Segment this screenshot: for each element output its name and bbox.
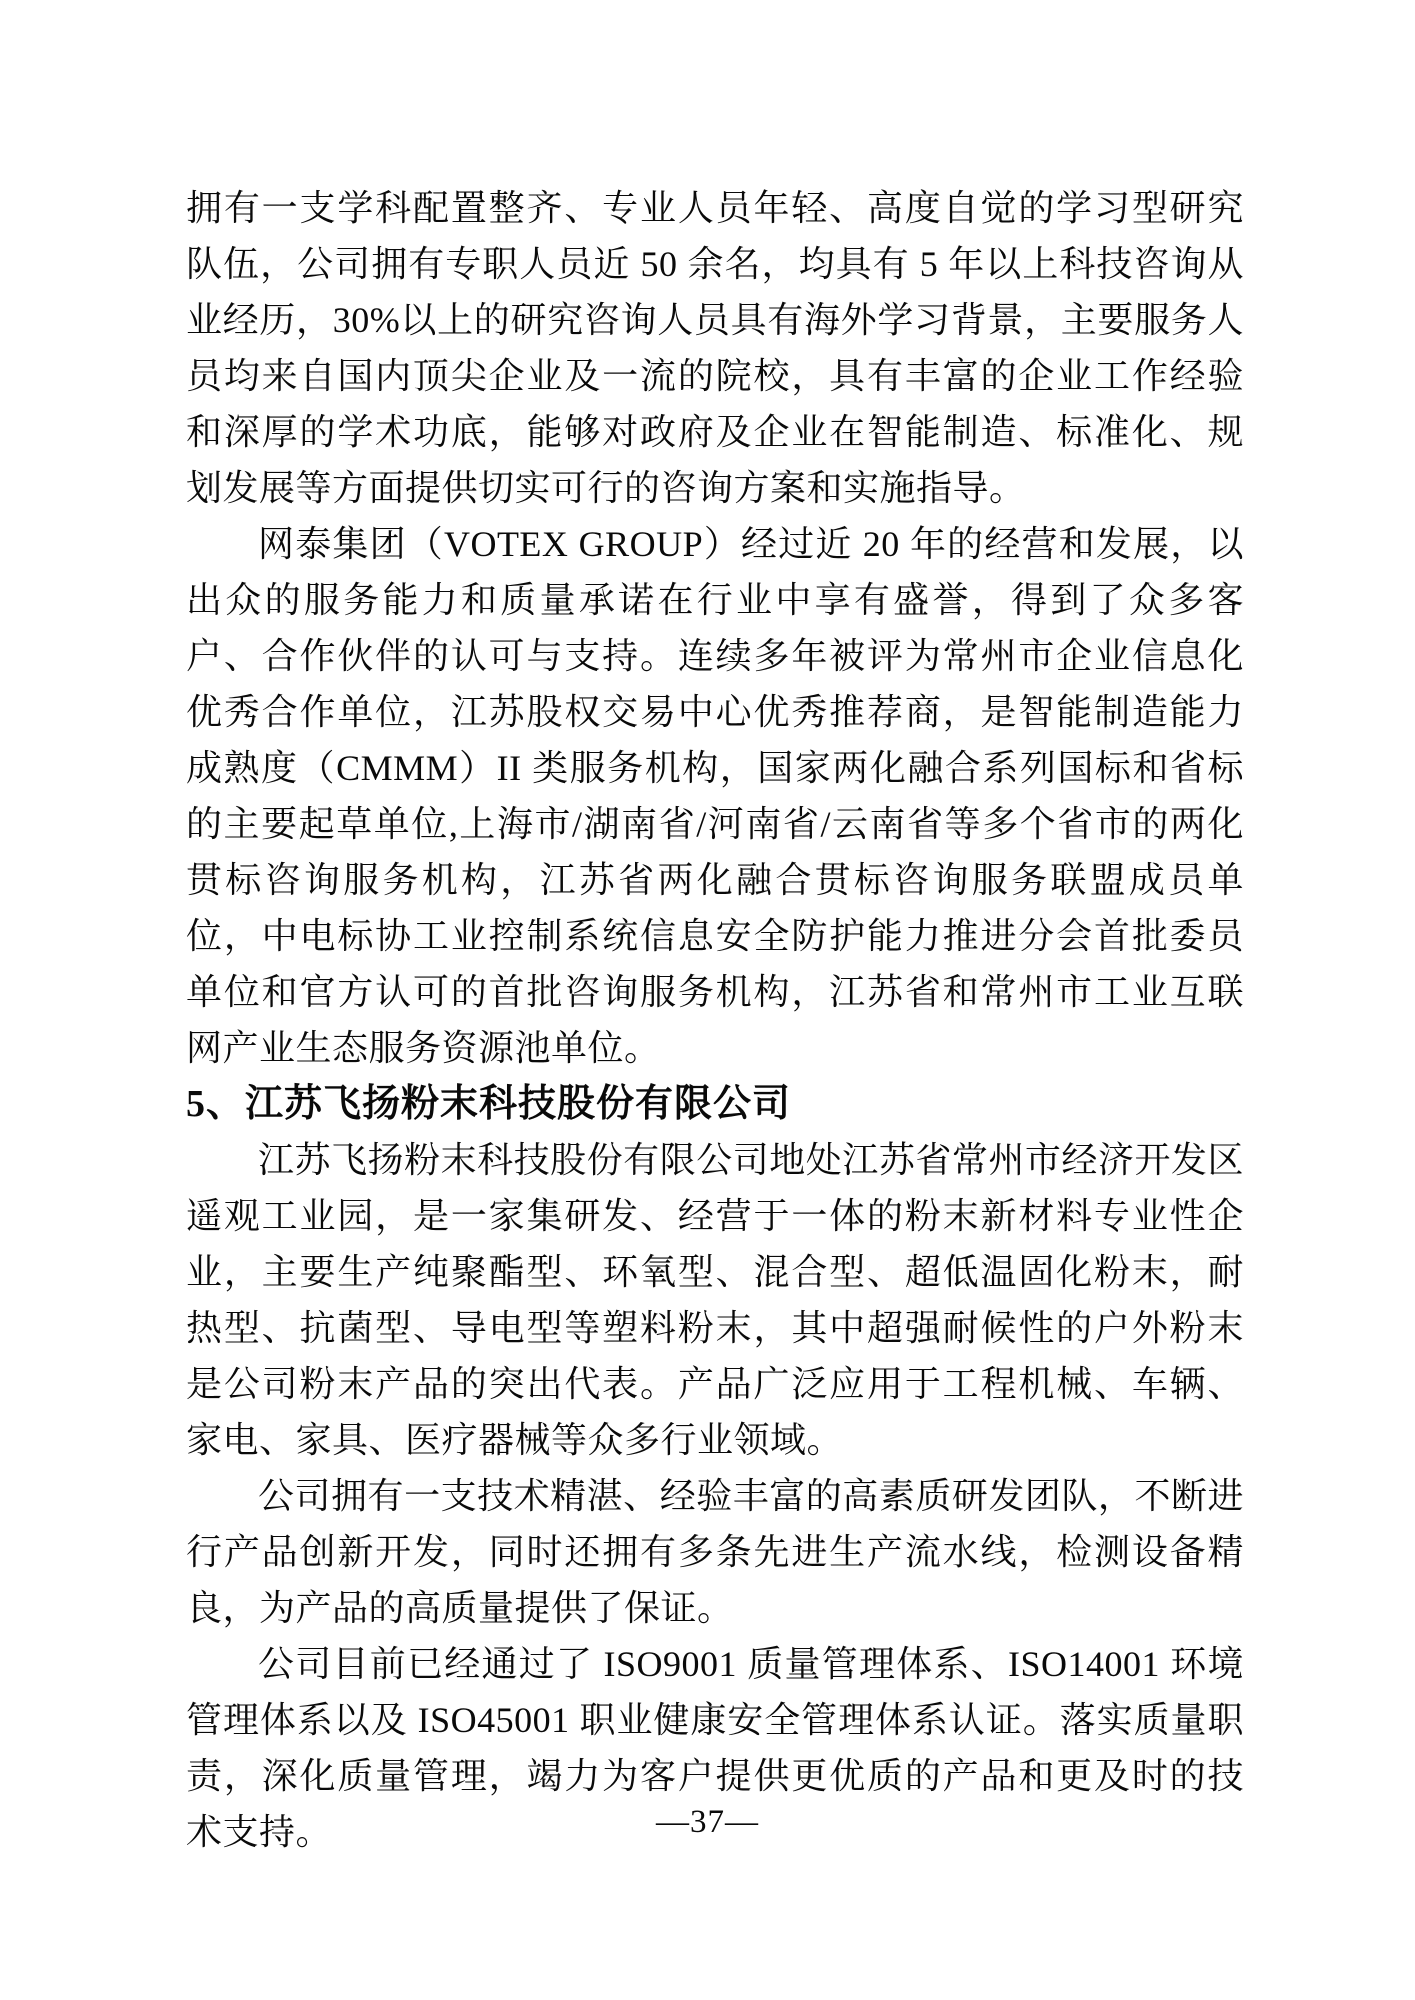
paragraph-rd-team: 公司拥有一支技术精湛、经验丰富的高素质研发团队，不断进行产品创新开发，同时还拥有多条先进生产流水线，检测设备精良，为产品的高质量提供了保证。	[186, 1476, 1244, 1628]
page-number: —37—	[656, 1804, 759, 1840]
paragraph-company-intro: 江苏飞扬粉末科技股份有限公司地处江苏省常州市经济开发区遥观工业园，是一家集研发、经营于一体的粉末新材料专业性企业，主要生产纯聚酯型、环氧型、混合型、超低温固化粉末，耐热型、抗菌型、导电型等塑料粉末，其中超强耐候性的户外粉末是公司粉末产品的突出代表。产品广泛应用于工程机械、车辆、家电、家具、医疗器械等众多行业领域。	[186, 1140, 1244, 1460]
section-heading-company-5: 5、江苏飞扬粉末科技股份有限公司	[186, 1083, 792, 1125]
text-block	[186, 180, 1244, 1860]
paragraph-votex-group: 网泰集团（VOTEX GROUP）经过近 20 年的经营和发展，以出众的服务能力和质量承诺在行业中享有盛誉，得到了众多客户、合作伙伴的认可与支持。连续多年被评为常州市企业信息化优秀合作单位，江苏股权交易中心优秀推荐商，是智能制造能力成熟度（CMMM）II 类服务机构，国家两化融合系列国标和省标的主要起草单位,上海市/湖南省/河南省/云南省等多个省市的两化贯标咨询服务机构，江苏省两化融合贯标咨询服务联盟成员单位，中电标协工业控制系统信息安全防护能力推进分会首批委员单位和官方认可的首批咨询服务机构，江苏省和常州市工业互联网产业生态服务资源池单位。	[186, 524, 1244, 1068]
paragraph-research-team: 拥有一支学科配置整齐、专业人员年轻、高度自觉的学习型研究队伍，公司拥有专职人员近 50 余名，均具有 5 年以上科技咨询从业经历，30%以上的研究咨询人员具有海外学习背景，主要服务人员均来自国内顶尖企业及一流的院校，具有丰富的企业工作经验和深厚的学术功底，能够对政府及企业在智能制造、标准化、规划发展等方面提供切实可行的咨询方案和实施指导。	[186, 188, 1244, 508]
paragraph-iso-certifications: 公司目前已经通过了 ISO9001 质量管理体系、ISO14001 环境管理体系以及 ISO45001 职业健康安全管理体系认证。落实质量职责，深化质量管理，竭力为客户提供更优质的产品和更及时的技术支持。	[186, 1644, 1244, 1852]
